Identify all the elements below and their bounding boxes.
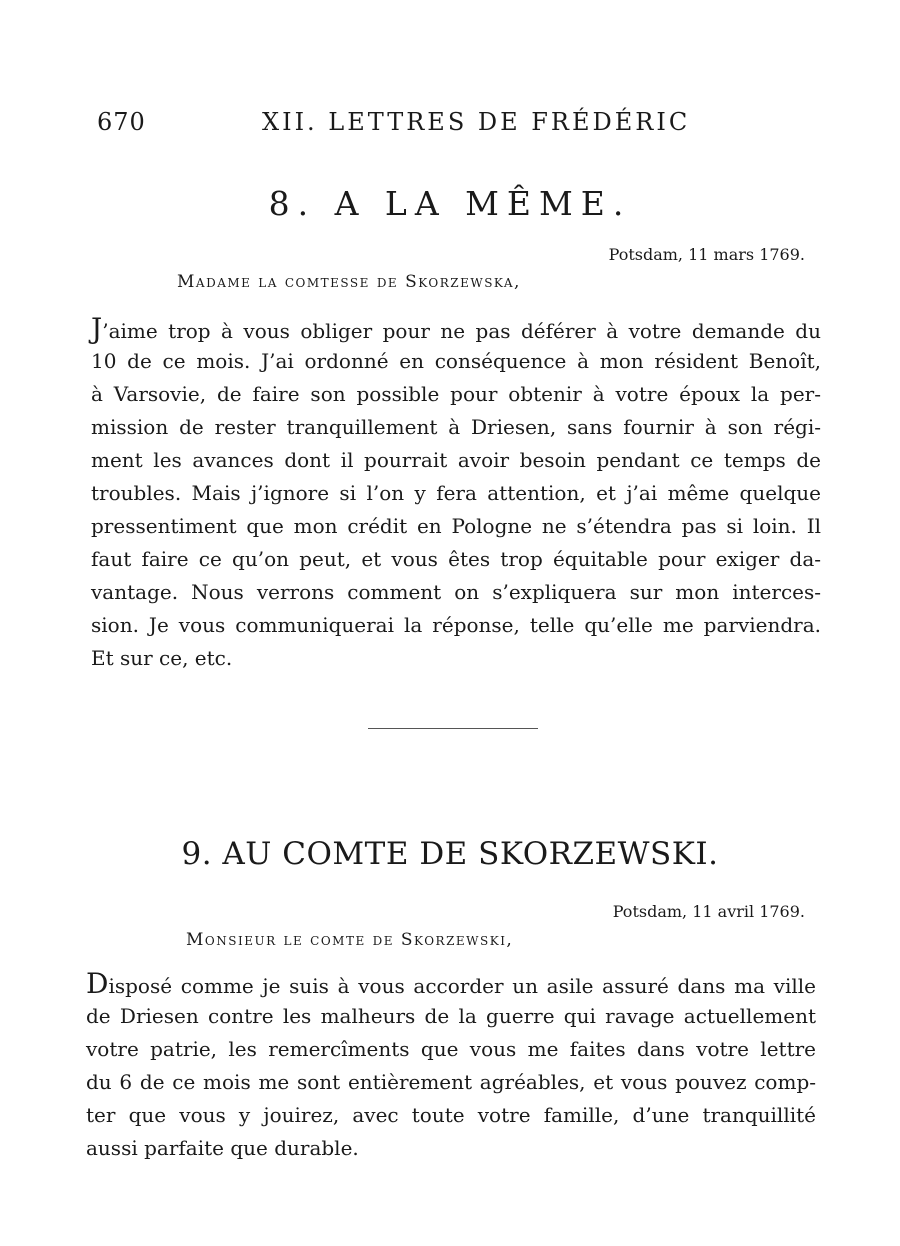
- letter-8-line: vantage. Nous verrons comment on s’expliquera sur mon interces-: [91, 580, 821, 604]
- letter-8-body: [91, 312, 821, 675]
- letter-8-line: troubles. Mais j’ignore si l’on y fera attention, et j’ai même quelque: [91, 481, 821, 505]
- letter-9-dropcap: D: [86, 967, 109, 1000]
- section-divider: [368, 728, 538, 729]
- letter-8-line-text: ’aime trop à vous obliger pour ne pas déférer à votre demande du: [102, 319, 821, 343]
- letter-9-line-text: isposé comme je suis à vous accorder un asile assuré dans ma ville: [108, 974, 816, 998]
- running-title: XII. LETTRES DE FRÉDÉRIC: [262, 108, 691, 136]
- letter-8-line: ment les avances dont il pourrait avoir besoin pendant ce temps de: [91, 448, 821, 472]
- letter-9-line: du 6 de ce mois me sont entièrement agréables, et vous pouvez comp-: [86, 1070, 816, 1094]
- letter-8-title: 8. A LA MÊME.: [268, 184, 632, 223]
- letter-9-line: ter que vous y jouirez, avec toute votre famille, d’une tranquillité: [86, 1103, 816, 1127]
- letter-8-dropcap: J: [91, 312, 103, 345]
- letter-8-line: faut faire ce qu’on peut, et vous êtes trop équitable pour exiger da-: [91, 547, 821, 571]
- letter-8-line: [91, 312, 821, 345]
- letter-8-line: mission de rester tranquillement à Driesen, sans fournir à son régi-: [91, 415, 821, 439]
- running-header: [0, 108, 900, 140]
- letter-8-line: sion. Je vous communiquerai la réponse, telle qu’elle me parviendra.: [91, 613, 821, 637]
- letter-9-title: 9. AU COMTE DE SKORZEWSKI.: [181, 836, 719, 872]
- letter-9-body: [86, 967, 816, 1165]
- letter-8-line: Et sur ce, etc.: [91, 646, 233, 670]
- letter-9-line: aussi parfaite que durable.: [86, 1136, 359, 1160]
- letter-9-line: [86, 967, 816, 1000]
- letter-8-dateline: Potsdam, 11 mars 1769.: [608, 245, 805, 264]
- page-number: 670: [97, 108, 146, 136]
- letter-8-line: à Varsovie, de faire son possible pour obtenir à votre époux la per-: [91, 382, 821, 406]
- letter-8-line: 10 de ce mois. J’ai ordonné en conséquence à mon résident Benoît,: [91, 349, 821, 373]
- letter-9-salutation: Monsieur le comte de Skorzewski,: [186, 930, 514, 950]
- letter-8-salutation: Madame la comtesse de Skorzewska,: [177, 272, 521, 292]
- letter-9-dateline: Potsdam, 11 avril 1769.: [612, 902, 805, 921]
- letter-9-line: votre patrie, les remercîments que vous me faites dans votre lettre: [86, 1037, 816, 1061]
- letter-8-line: pressentiment que mon crédit en Pologne ne s’étendra pas si loin. Il: [91, 514, 821, 538]
- letter-9-line: de Driesen contre les malheurs de la guerre qui ravage actuellement: [86, 1004, 816, 1028]
